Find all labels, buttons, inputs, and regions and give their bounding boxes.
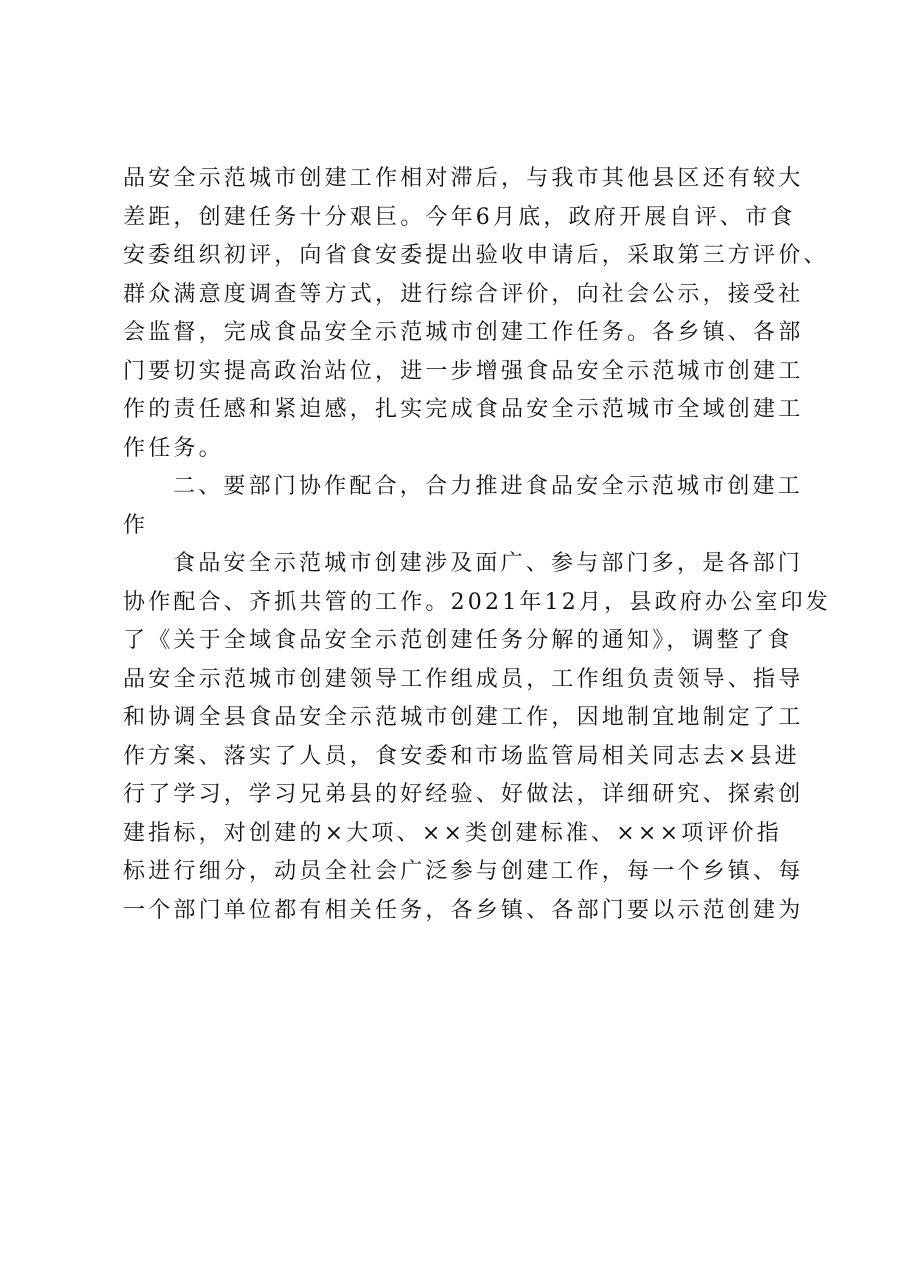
document-body [123,160,831,930]
text-line: 作方案、落实了人员，食安委和市场监管局相关同志去×县进 [123,743,800,769]
text-line: 品安全示范城市创建工作相对滞后，与我市其他县区还有较大 [123,166,804,191]
text-line: 行了学习，学习兄弟县的好经验、好做法，详细研究、探索创 [123,782,804,807]
text-line: 食品安全示范城市创建涉及面广、参与部门多，是各部门 [173,551,804,576]
text-line: 作任务。 [123,435,224,461]
heading-line: 作 [123,512,149,538]
text-line: 差距，创建任务十分艰巨。今年6月底，政府开展自评、市食 [123,204,796,230]
text-line: 品安全示范城市创建领导工作组成员，工作组负责领导、指导 [123,666,804,692]
paragraph-1 [123,160,829,468]
text-line: 一个部门单位都有相关任务，各乡镇、各部门要以示范创建为 [123,897,804,923]
text-line: 门要切实提高政治站位，进一步增强食品安全示范城市创建工 [123,358,804,384]
text-line: 标进行细分，动员全社会广泛参与创建工作，每一个乡镇、每 [123,859,804,884]
text-line: 建指标，对创建的×大项、××类创建标准、×××项评价指 [123,820,783,846]
text-line: 作的责任感和紧迫感，扎实完成食品安全示范城市全域创建工 [123,397,804,422]
text-line: 协作配合、齐抓共管的工作。2021年12月，县政府办公室印发 [123,589,831,615]
text-line: 群众满意度调查等方式，进行综合评价，向社会公示，接受社 [123,281,804,307]
text-line: 了《关于全域食品安全示范创建任务分解的通知》，调整了食 [123,628,793,653]
text-line: 会监督，完成食品安全示范城市创建工作任务。各乡镇、各部 [123,320,804,345]
heading-line: 二、要部门协作配合，合力推进食品安全示范城市创建工 [173,474,804,499]
section-heading-2 [123,468,803,545]
text-line: 和协调全县食品安全示范城市创建工作，因地制宜地制定了工 [123,705,804,730]
text-line: 安委组织初评，向省食安委提出验收申请后，采取第三方评价、 [123,243,829,268]
paragraph-2 [123,545,831,930]
